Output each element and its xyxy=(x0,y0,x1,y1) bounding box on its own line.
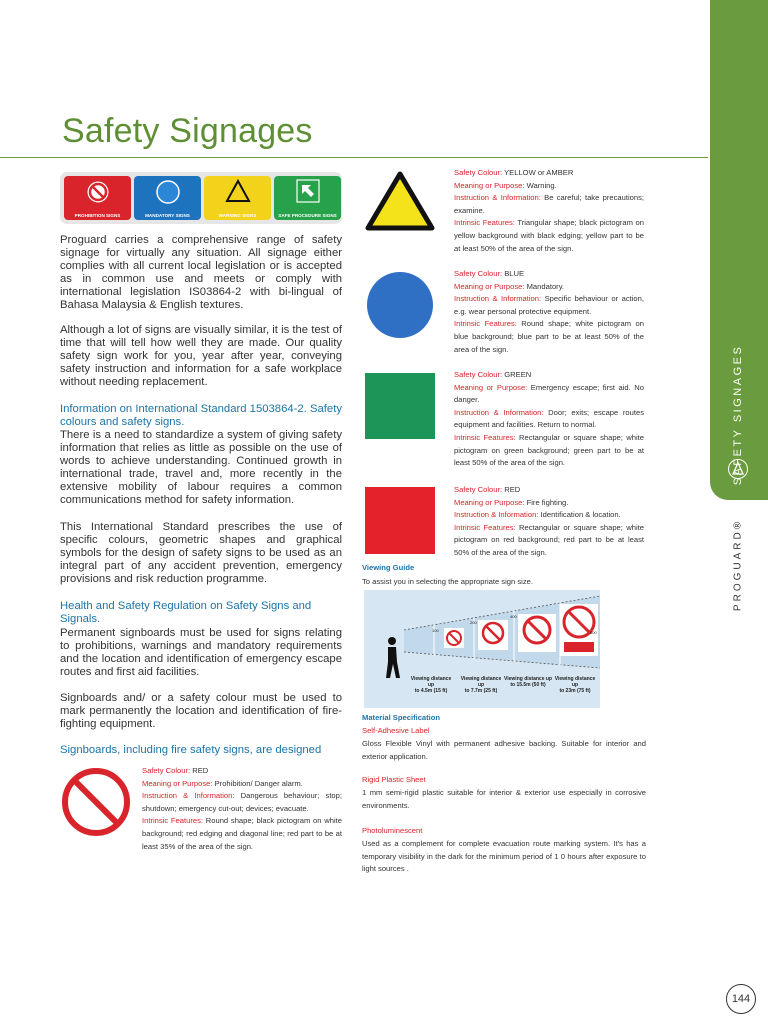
material-spec-title: Material Specification xyxy=(362,713,441,722)
page-number: 144 xyxy=(726,984,756,1014)
viewing-guide-title: Viewing Guide xyxy=(362,563,415,572)
warning-sign-tile xyxy=(204,176,271,220)
prohibition-sign-icon xyxy=(60,766,132,838)
page-title: Safety Signages xyxy=(62,112,313,150)
distance-label: Viewing distance up to 15.5m (50 ft) xyxy=(504,676,552,688)
intro-paragraph: Proguard carries a comprehensive range of safety signage for virtually any situation. All signage either complies with all current local legislation or is accepted as in common use and meets or comply with international legislation IS03864-2 with bi-lingual of Bahasa Malaysia & English textures. xyxy=(60,234,342,311)
safe-procedure-sign-tile xyxy=(274,176,341,220)
prohibition-sign-small-icon xyxy=(444,628,464,648)
fire-equipment-paragraph: Signboards and/ or a safety colour must be used to mark permanently the location and identification of fire-fighting equipment. xyxy=(60,692,342,730)
fire-sign-icon xyxy=(365,487,435,554)
rigid-plastic-text: 1 mm semi-rigid plastic suitable for interior & exterior use especially in corrosive environments. xyxy=(362,788,646,810)
viewing-guide-subtitle: To assist you in selecting the appropriate sign size. xyxy=(362,577,533,586)
mandatory-sign-tile xyxy=(134,176,201,220)
mandatory-circle-icon xyxy=(155,179,181,205)
standard-paragraph: This International Standard prescribes the use of specific colours, geometric shapes and graphical symbols for the design of safety signs to be used as an integral part of any accident prevention, emergency provisions and risk reduction programme. xyxy=(60,521,342,585)
fire-description: Safety Colour: RED Meaning or Purpose: Fire fighting. Instruction & Information: Identification & location. Intrinsic Features: Rectangular or square shape; white pictogram on red background; red part to be at least 50% of the area of the sign. xyxy=(454,485,644,557)
title-rule xyxy=(0,157,708,158)
prohibition-description: Safety Colour: RED Meaning or Purpose: Prohibition/ Danger alarm. Instruction & Information: Dangerous behaviour; stop; shutdown; emergency cut-out; devices; evacuate. Intrinsic Features: Round shape; black pictogram on white background; red edging and diagonal line; red part to be at least 35% of the area of the sign. xyxy=(142,766,342,851)
sign-caption: MANDATORY SIGNS xyxy=(145,213,190,218)
mandatory-description: Safety Colour: BLUE Meaning or Purpose: Mandatory. Instruction & Information: Specific behaviour or action, e.g. wear personal protective equipment. Intrinsic Features: Round shape; white pictogram on blue background; blue part to be at least 50% of the area of the sign. xyxy=(454,269,644,354)
walking-person-icon xyxy=(378,636,404,680)
section-heading-iso: Information on International Standard 1503864-2. Safety colours and safety signs. xyxy=(60,403,342,428)
prohibition-sign-tile xyxy=(64,176,131,220)
arrow-up-left-icon xyxy=(296,179,320,203)
size-label: 200 xyxy=(470,620,477,625)
iso-paragraph: There is a need to standardize a system of giving safety information that relies as little as possible on the use of words to achieve understanding. Continued growth in international trade, travel and, more recently in the extensive mobility of labour requires a common communications method for safety information. xyxy=(60,429,342,506)
brand-name: PROGUARD® xyxy=(732,518,744,612)
sign-category-strip xyxy=(60,172,342,224)
safe-condition-description: Safety Colour: GREEN Meaning or Purpose: Emergency escape; first aid. No danger. Instruction & Information: Door; exits; escape routes equipment and facilities. Return to normal. Intrinsic Features: Rectangular or square shape; white pictogram on green background; green part to be at least 50% of the area of the sign. xyxy=(454,370,644,468)
prohibition-icon xyxy=(86,180,110,204)
viewing-guide-diagram xyxy=(364,590,600,708)
sign-caption: PROHIBITION SIGNS xyxy=(74,213,121,218)
regulation-paragraph: Permanent signboards must be used for signs relating to prohibitions, warnings and mandatory requirements and the location and identification of emergency escape routes and first aid facilities. xyxy=(60,627,342,678)
distance-label: Viewing distance up to 7.7m (25 ft) xyxy=(460,676,502,694)
size-label: 100 xyxy=(432,628,439,633)
section-heading-signboards: Signboards, including fire safety signs, are designed xyxy=(60,744,322,756)
mandatory-sign-icon xyxy=(365,270,435,340)
self-adhesive-text: Gloss Flexible Vinyl with permanent adhesive backing. Suitable for interior and exterior application. xyxy=(362,739,646,761)
photoluminescent-text: Used as a complement for complete evacuation route marking system. It's has a temporary visibility in the dark for the minimum period of 1 0 hours after exposure to light sources . xyxy=(362,839,646,874)
warning-sign-icon xyxy=(364,170,436,232)
photoluminescent-title: Photoluminescent xyxy=(362,826,423,835)
proguard-logo-icon xyxy=(728,459,748,479)
distance-label: Viewing distance up to 23m (75 ft) xyxy=(554,676,596,694)
sidebar-title: SAFETY SIGNAGES xyxy=(732,344,744,486)
sign-caption: SAFE PROCEDURE SIGNS xyxy=(278,213,337,218)
sign-caption: WARNING SIGNS xyxy=(218,213,257,218)
self-adhesive-title: Self-Adhesive Label xyxy=(362,726,430,735)
safe-condition-sign-icon xyxy=(365,373,435,439)
distance-label: Viewing distance up to 4.5m (15 ft) xyxy=(410,676,452,694)
quality-paragraph: Although a lot of signs are visually similar, it is the test of time that will tell how well they are made. Our quality safety sign work for you, year after year, conveying safety instruction and information for a safe workplace without needing replacement. xyxy=(60,324,342,388)
size-label: 600 xyxy=(590,630,597,635)
section-heading-regulation: Health and Safety Regulation on Safety Signs and Signals. xyxy=(60,600,312,625)
prohibition-sign-medium-icon xyxy=(478,620,508,650)
warning-description: Safety Colour: YELLOW or AMBER Meaning or Purpose: Warning. Instruction & Information: Be careful; take precautions; examine. Intrinsic Features: Triangular shape; black pictogram on yellow background with black edging; yellow part to be at least 50% of the area of the sign. xyxy=(454,168,644,253)
rigid-plastic-title: Rigid Plastic Sheet xyxy=(362,775,426,784)
warning-triangle-icon xyxy=(225,179,251,203)
prohibition-sign-large-icon xyxy=(518,614,556,652)
size-label: 400 xyxy=(510,614,517,619)
